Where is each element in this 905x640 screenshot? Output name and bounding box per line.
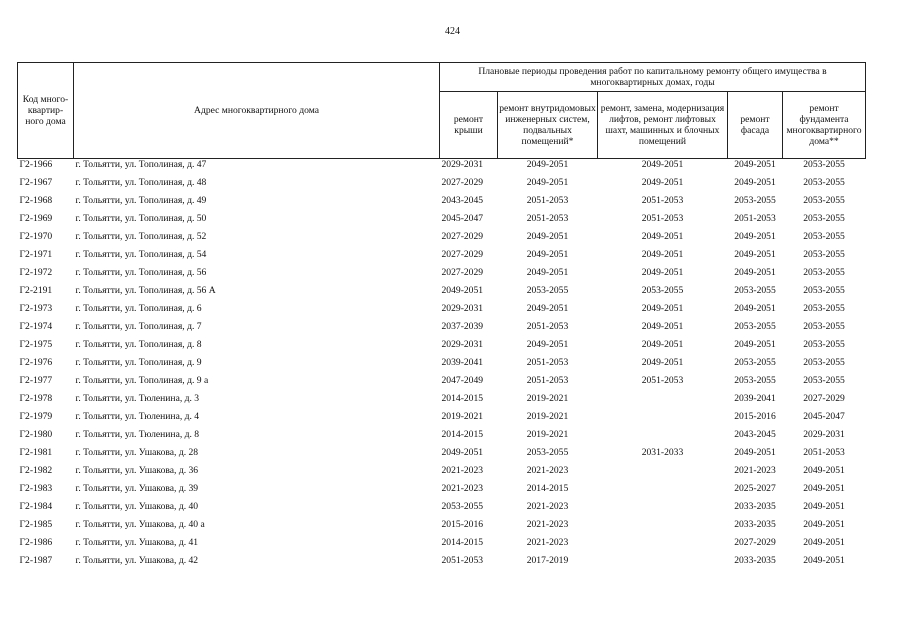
- cell-facade: 2027-2029: [734, 537, 776, 548]
- cell-facade: 2049-2051: [734, 231, 776, 242]
- cell-roof: 2029-2031: [440, 159, 498, 178]
- cell-lifts: [598, 501, 728, 519]
- cell-foundation: 2053-2055: [803, 195, 845, 206]
- cell-lifts: 2051-2053: [641, 213, 684, 224]
- cell-address: г. Тольятти, ул. Ушакова, д. 40 а: [75, 519, 205, 530]
- cell-lifts: 2051-2053: [641, 375, 684, 386]
- cell-foundation: 2049-2051: [803, 537, 845, 548]
- cell-foundation: 2053-2055: [803, 321, 845, 332]
- cell-code: Г2-1983: [19, 483, 53, 494]
- cell-engineering: 2019-2021: [526, 429, 569, 440]
- cell-roof: 2027-2029: [441, 249, 484, 260]
- table-row: [18, 159, 866, 178]
- cell-foundation: 2029-2031: [803, 429, 845, 440]
- cell-engineering: 2019-2021: [526, 411, 569, 422]
- cell-foundation: 2027-2029: [803, 393, 845, 404]
- repair-schedule-table: [17, 62, 866, 573]
- cell-foundation: 2051-2053: [803, 447, 845, 458]
- cell-address: г. Тольятти, ул. Тополиная, д. 9 а: [75, 375, 209, 386]
- table-row: [18, 285, 866, 303]
- cell-foundation: 2053-2055: [803, 285, 845, 296]
- cell-address: г. Тольятти, ул. Тополиная, д. 56: [75, 267, 207, 278]
- cell-code: Г2-1966: [18, 159, 74, 178]
- cell-lifts: 2053-2055: [641, 285, 684, 296]
- cell-roof: 2027-2029: [441, 231, 484, 242]
- cell-code: Г2-1979: [19, 411, 53, 422]
- cell-foundation: 2053-2055: [803, 339, 845, 350]
- cell-lifts: 2049-2051: [641, 357, 684, 368]
- cell-facade: 2033-2035: [734, 519, 776, 530]
- cell-facade: 2025-2027: [734, 483, 776, 494]
- cell-facade: 2053-2055: [734, 321, 776, 332]
- cell-roof: 2051-2053: [441, 555, 484, 566]
- header-periods: Плановые периоды проведения работ по капитальному ремонту общего имущества в многоквартирных домах, годы: [440, 63, 866, 92]
- cell-foundation: 2053-2055: [803, 303, 845, 314]
- cell-engineering: 2021-2023: [526, 501, 569, 512]
- cell-lifts: 2049-2051: [641, 339, 684, 350]
- cell-facade: 2053-2055: [734, 195, 776, 206]
- cell-address: г. Тольятти, ул. Ушакова, д. 28: [75, 447, 199, 458]
- cell-roof: 2021-2023: [441, 465, 484, 476]
- cell-roof: 2037-2039: [441, 321, 484, 332]
- cell-code: Г2-1971: [19, 249, 53, 260]
- cell-lifts: [598, 483, 728, 501]
- header-address: Адрес многоквартирного дома: [74, 63, 440, 159]
- cell-roof: 2014-2015: [441, 429, 484, 440]
- cell-code: Г2-1981: [19, 447, 53, 458]
- cell-lifts: [598, 519, 728, 537]
- header-engineering: ремонт внутридомовых инженерных систем, подвальных помещений*: [498, 92, 598, 159]
- cell-foundation: 2049-2051: [803, 519, 845, 530]
- cell-lifts: [598, 465, 728, 483]
- cell-address: г. Тольятти, ул. Ушакова, д. 36: [75, 465, 199, 476]
- table-row: [18, 555, 866, 573]
- cell-lifts: 2049-2051: [641, 249, 684, 260]
- cell-facade: 2049-2051: [734, 249, 776, 260]
- cell-roof: 2045-2047: [441, 213, 484, 224]
- cell-roof: 2029-2031: [441, 339, 484, 350]
- cell-foundation: 2049-2051: [803, 555, 845, 566]
- table-row: [18, 303, 866, 321]
- cell-roof: 2021-2023: [441, 483, 484, 494]
- header-code: Код много-квартир-ного дома: [18, 63, 74, 159]
- cell-lifts: [598, 537, 728, 555]
- cell-address: г. Тольятти, ул. Тополиная, д. 50: [75, 213, 207, 224]
- cell-roof: 2049-2051: [441, 285, 484, 296]
- table-row: [18, 483, 866, 501]
- cell-lifts: [598, 393, 728, 411]
- cell-engineering: 2019-2021: [526, 393, 569, 404]
- cell-foundation: 2053-2055: [803, 249, 845, 260]
- cell-foundation: 2049-2051: [803, 501, 845, 512]
- table-row: [18, 411, 866, 429]
- cell-facade: 2049-2051: [734, 303, 776, 314]
- cell-lifts: 2049-2051: [641, 321, 684, 332]
- cell-address: г. Тольятти, ул. Тополиная, д. 56 А: [75, 285, 216, 296]
- cell-code: Г2-1978: [19, 393, 53, 404]
- cell-lifts: 2049-2051: [641, 177, 684, 188]
- cell-code: Г2-1984: [19, 501, 53, 512]
- cell-foundation: 2045-2047: [803, 411, 845, 422]
- cell-code: Г2-1986: [19, 537, 53, 548]
- header-lifts: ремонт, замена, модернизация лифтов, ремонт лифтовых шахт, машинных и блочных помещений: [598, 92, 728, 159]
- table-body: [18, 159, 866, 574]
- cell-lifts: [598, 429, 728, 447]
- cell-code: Г2-1977: [19, 375, 53, 386]
- cell-address: г. Тольятти, ул. Тюленина, д. 3: [75, 393, 200, 404]
- header-foundation: ремонт фундамента многоквартирного дома**: [783, 92, 866, 159]
- cell-address: г. Тольятти, ул. Тополиная, д. 48: [75, 177, 207, 188]
- cell-code: Г2-1972: [19, 267, 53, 278]
- cell-address: г. Тольятти, ул. Тополиная, д. 47: [74, 159, 440, 178]
- cell-foundation: 2053-2055: [803, 177, 845, 188]
- cell-lifts: 2049-2051: [641, 267, 684, 278]
- table-row: [18, 213, 866, 231]
- cell-foundation: 2053-2055: [803, 267, 845, 278]
- cell-roof: 2014-2015: [441, 393, 484, 404]
- cell-address: г. Тольятти, ул. Тополиная, д. 7: [75, 321, 202, 332]
- table-row: [18, 519, 866, 537]
- cell-engineering: 2049-2051: [526, 339, 569, 350]
- cell-engineering: 2049-2051: [498, 159, 598, 178]
- cell-lifts: 2049-2051: [641, 303, 684, 314]
- cell-engineering: 2049-2051: [526, 231, 569, 242]
- cell-roof: 2047-2049: [441, 375, 484, 386]
- cell-facade: 2053-2055: [734, 375, 776, 386]
- cell-engineering: 2017-2019: [526, 555, 569, 566]
- cell-code: Г2-2191: [19, 285, 53, 296]
- cell-roof: 2029-2031: [441, 303, 484, 314]
- cell-address: г. Тольятти, ул. Тополиная, д. 9: [75, 357, 202, 368]
- table-row: [18, 465, 866, 483]
- cell-roof: 2019-2021: [441, 411, 484, 422]
- table-row: [18, 267, 866, 285]
- cell-engineering: 2014-2015: [526, 483, 569, 494]
- cell-facade: 2051-2053: [734, 213, 776, 224]
- cell-facade: 2021-2023: [734, 465, 776, 476]
- cell-lifts: 2051-2053: [641, 195, 684, 206]
- cell-address: г. Тольятти, ул. Тополиная, д. 8: [75, 339, 202, 350]
- cell-roof: 2027-2029: [441, 177, 484, 188]
- header-roof: ремонт крыши: [440, 92, 498, 159]
- cell-engineering: 2021-2023: [526, 519, 569, 530]
- cell-facade: 2043-2045: [734, 429, 776, 440]
- cell-facade: 2049-2051: [734, 177, 776, 188]
- cell-foundation: 2053-2055: [803, 213, 845, 224]
- cell-foundation: 2049-2051: [803, 465, 845, 476]
- cell-engineering: 2049-2051: [526, 303, 569, 314]
- cell-engineering: 2049-2051: [526, 249, 569, 260]
- cell-code: Г2-1975: [19, 339, 53, 350]
- cell-address: г. Тольятти, ул. Тюленина, д. 4: [75, 411, 200, 422]
- table-row: [18, 429, 866, 447]
- cell-code: Г2-1976: [19, 357, 53, 368]
- cell-roof: 2027-2029: [441, 267, 484, 278]
- cell-engineering: 2051-2053: [526, 195, 569, 206]
- cell-code: Г2-1968: [19, 195, 53, 206]
- cell-lifts: 2049-2051: [641, 231, 684, 242]
- cell-facade: 2049-2051: [728, 159, 783, 178]
- cell-address: г. Тольятти, ул. Тополиная, д. 49: [75, 195, 207, 206]
- cell-code: Г2-1967: [19, 177, 53, 188]
- cell-lifts: 2049-2051: [598, 159, 728, 178]
- cell-roof: 2043-2045: [441, 195, 484, 206]
- cell-engineering: 2051-2053: [526, 321, 569, 332]
- cell-roof: 2015-2016: [441, 519, 484, 530]
- cell-code: Г2-1987: [19, 555, 53, 566]
- table-row: [18, 339, 866, 357]
- table-row: [18, 375, 866, 393]
- table-row: [18, 195, 866, 213]
- table-row: [18, 537, 866, 555]
- table-row: [18, 393, 866, 411]
- cell-foundation: 2053-2055: [783, 159, 866, 178]
- cell-address: г. Тольятти, ул. Ушакова, д. 39: [75, 483, 199, 494]
- cell-engineering: 2053-2055: [526, 447, 569, 458]
- cell-engineering: 2021-2023: [526, 465, 569, 476]
- cell-code: Г2-1985: [19, 519, 53, 530]
- table-row: [18, 231, 866, 249]
- cell-facade: 2049-2051: [734, 339, 776, 350]
- table-row: [18, 177, 866, 195]
- cell-address: г. Тольятти, ул. Ушакова, д. 42: [75, 555, 199, 566]
- cell-address: г. Тольятти, ул. Тюленина, д. 8: [75, 429, 200, 440]
- cell-engineering: 2051-2053: [526, 375, 569, 386]
- cell-address: г. Тольятти, ул. Тополиная, д. 6: [75, 303, 202, 314]
- cell-foundation: 2053-2055: [803, 357, 845, 368]
- cell-facade: 2053-2055: [734, 357, 776, 368]
- page-number: 424: [445, 26, 460, 37]
- cell-engineering: 2021-2023: [526, 537, 569, 548]
- cell-facade: 2053-2055: [734, 285, 776, 296]
- cell-roof: 2014-2015: [441, 537, 484, 548]
- cell-code: Г2-1980: [19, 429, 53, 440]
- cell-facade: 2039-2041: [734, 393, 776, 404]
- cell-facade: 2033-2035: [734, 501, 776, 512]
- cell-address: г. Тольятти, ул. Ушакова, д. 41: [75, 537, 199, 548]
- cell-facade: 2049-2051: [734, 447, 776, 458]
- cell-foundation: 2049-2051: [803, 483, 845, 494]
- cell-address: г. Тольятти, ул. Тополиная, д. 54: [75, 249, 207, 260]
- cell-engineering: 2051-2053: [526, 357, 569, 368]
- cell-foundation: 2053-2055: [803, 375, 845, 386]
- cell-facade: 2033-2035: [734, 555, 776, 566]
- cell-code: Г2-1982: [19, 465, 53, 476]
- cell-facade: 2015-2016: [734, 411, 776, 422]
- cell-engineering: 2053-2055: [526, 285, 569, 296]
- cell-lifts: 2031-2033: [641, 447, 684, 458]
- cell-engineering: 2051-2053: [526, 213, 569, 224]
- cell-code: Г2-1974: [19, 321, 53, 332]
- cell-code: Г2-1973: [19, 303, 53, 314]
- table-row: [18, 501, 866, 519]
- cell-roof: 2049-2051: [441, 447, 484, 458]
- cell-code: Г2-1970: [19, 231, 53, 242]
- cell-code: Г2-1969: [19, 213, 53, 224]
- table-row: [18, 321, 866, 339]
- cell-engineering: 2049-2051: [526, 177, 569, 188]
- table-row: [18, 249, 866, 267]
- cell-lifts: [598, 411, 728, 429]
- table-row: [18, 357, 866, 375]
- table-row: [18, 447, 866, 465]
- cell-foundation: 2053-2055: [803, 231, 845, 242]
- cell-address: г. Тольятти, ул. Ушакова, д. 40: [75, 501, 199, 512]
- cell-facade: 2049-2051: [734, 267, 776, 278]
- cell-roof: 2053-2055: [441, 501, 484, 512]
- cell-lifts: [598, 555, 728, 573]
- cell-address: г. Тольятти, ул. Тополиная, д. 52: [75, 231, 207, 242]
- cell-roof: 2039-2041: [441, 357, 484, 368]
- header-facade: ремонт фасада: [728, 92, 783, 159]
- cell-engineering: 2049-2051: [526, 267, 569, 278]
